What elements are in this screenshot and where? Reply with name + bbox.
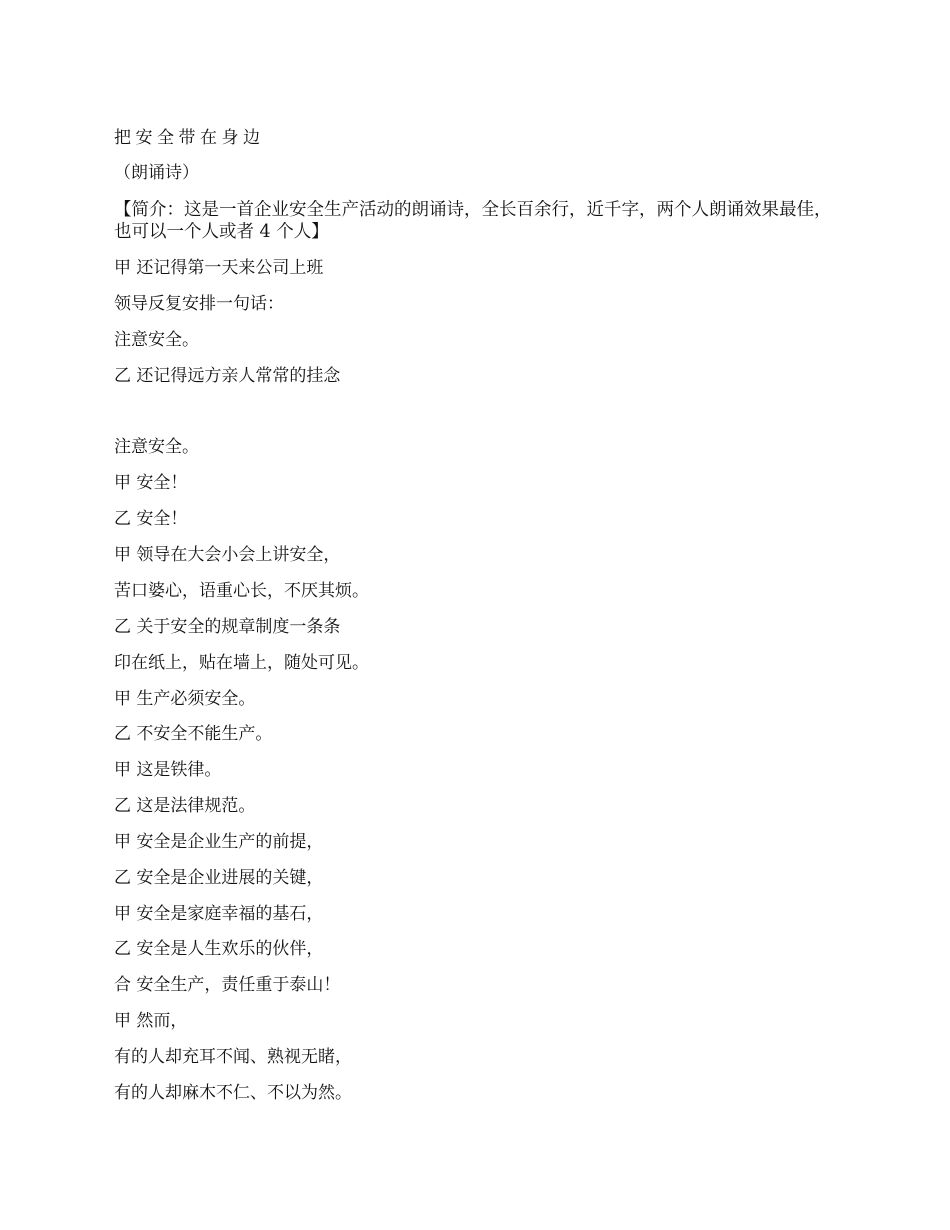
- poem-line: 有的人却充耳不闻、熟视无睹，: [114, 1047, 352, 1067]
- poem-line: 甲 这是铁律。: [114, 760, 222, 780]
- poem-line: 乙 安全是人生欢乐的伙伴，: [114, 939, 324, 959]
- poem-line: 领导反复安排一句话：: [114, 294, 284, 314]
- poem-line: 甲 安全！: [114, 473, 188, 493]
- poem-line: 乙 安全！: [114, 509, 188, 529]
- poem-line: 印在纸上，贴在墙上，随处可见。: [114, 653, 369, 673]
- poem-line: 注意安全。: [114, 330, 199, 350]
- poem-line: 合 安全生产，责任重于泰山！: [114, 975, 341, 995]
- poem-line: 甲 安全是企业生产的前提，: [114, 832, 324, 852]
- poem-line: 乙 这是法律规范。: [114, 796, 256, 816]
- poem-line: 乙 关于安全的规章制度一条条: [114, 617, 341, 637]
- poem-title: 把安全带在身边: [114, 128, 265, 148]
- poem-line: 甲 然而，: [114, 1011, 188, 1031]
- poem-line: 乙 还记得远方亲人常常的挂念: [114, 366, 341, 386]
- poem-line: 甲 安全是家庭幸福的基石，: [114, 904, 324, 924]
- poem-line: 苦口婆心，语重心长，不厌其烦。: [114, 581, 369, 601]
- poem-line: 甲 还记得第一天来公司上班: [114, 258, 324, 278]
- poem-line: 乙 安全是企业进展的关键，: [114, 868, 324, 888]
- poem-line: 甲 领导在大会小会上讲安全，: [114, 545, 341, 565]
- poem-line: 有的人却麻木不仁、不以为然。: [114, 1083, 352, 1103]
- poem-subtitle: （朗诵诗）: [114, 163, 199, 183]
- poem-line: 注意安全。: [114, 437, 199, 457]
- poem-intro: 【简介：这是一首企业安全生产活动的朗诵诗，全长百余行，近千字，两个人朗诵效果最佳，也可以一个人或者 4 个人】: [114, 200, 832, 242]
- poem-line: 甲 生产必须安全。: [114, 689, 256, 709]
- poem-line: 乙 不安全不能生产。: [114, 724, 273, 744]
